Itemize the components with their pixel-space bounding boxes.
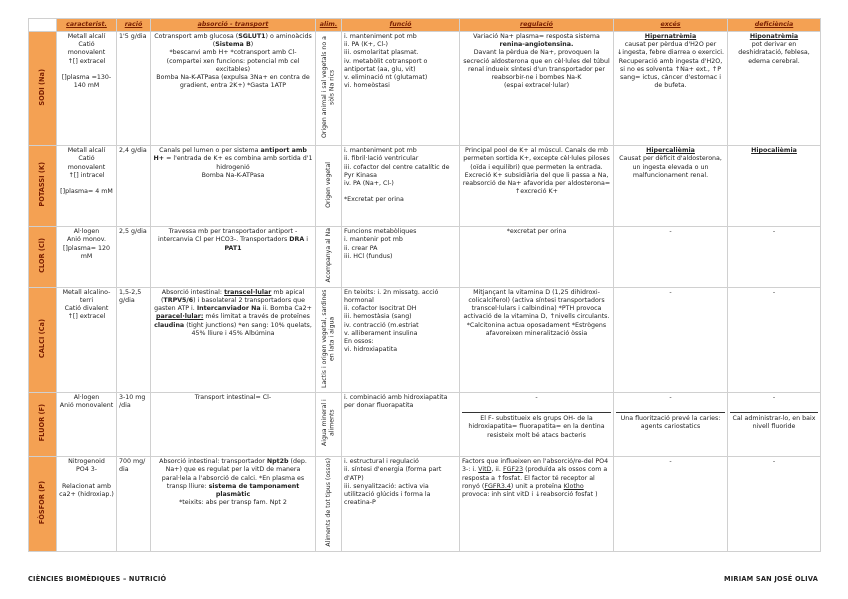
row-sodi	[29, 32, 821, 146]
header-row	[29, 19, 821, 32]
row-potassi	[29, 146, 821, 227]
row-calci	[29, 287, 821, 392]
deficiencia-fluor: - Cal administrar-lo, en baix nivell fluoride	[728, 392, 821, 456]
header-deficiencia: deficiència	[728, 19, 821, 32]
footer-author: MIRIAM SAN JOSÉ OLIVA	[724, 575, 818, 583]
header-caracterist: caracterist.	[57, 19, 117, 32]
regulacio-fosfor: Factors que influeixen en l'absorció/re-del PO4 3-: i. VitD, ii. FGF23 (produïda als ossos com a resposta a ↑fosfat. El factor té receptor al ronyó (FGFR3.4) unit a proteïna Klotho provoca: inh sínt vitD i ↓reabsorció fosfat )	[460, 457, 614, 552]
row-fosfor	[29, 457, 821, 552]
racio-clor: 2,5 g/dia	[117, 227, 151, 288]
aliment-calci: Lactis i origen vegetal, sardines en lata i aigua	[316, 287, 342, 392]
row-label-fluor: FLUOR (F)	[29, 392, 57, 456]
caracterist-fluor: Al·logen Anió monovalent	[57, 392, 117, 456]
absorcio-fosfor: Absorció intestinal: transportador Npt2b (dep. Na+) que es regulat per la vitD de manera paral·lela a l'absorció de calci. *En plasma es transp lliure: sistema de tamponament plasmàtic *teixits: abs per transp fam. Npt 2	[151, 457, 316, 552]
funcio-fluor: i. combinació amb hidroxiapatita per donar fluorapatita	[342, 392, 460, 456]
funcio-clor: Funcions metabòliques i. mantenir pot mb ii. crear PA iii. HCl (fundus)	[342, 227, 460, 288]
row-label-fosfor: FÒSFOR (P)	[29, 457, 57, 552]
deficiencia-fosfor: -	[728, 457, 821, 552]
footer-course: CIÈNCIES BIOMÈDIQUES – NUTRICIÓ	[28, 575, 167, 583]
caracterist-calci: Metall alcalino-terri Catió divalent ↑[] extracel	[57, 287, 117, 392]
header-absorcio: absorció - transport	[151, 19, 316, 32]
deficiencia-sodi: Hiponatrèmia pot derivar en deshidratació, feblesa, edema cerebral.	[728, 32, 821, 146]
exces-potassi: Hipercalièmia Causat per dèficit d'aldosterona, un ingesta elevada o un malfuncionament renal.	[614, 146, 728, 227]
caracterist-fosfor: Nitrogenoid PO4 3- Relacionat amb ca2+ (hidroxiap.)	[57, 457, 117, 552]
exces-clor: -	[614, 227, 728, 288]
aliment-clor: Acompanya al Na	[316, 227, 342, 288]
row-fluor	[29, 392, 821, 456]
caracterist-sodi: Metall alcalí Catió monovalent ↑[] extracel []plasma =130-140 mM	[57, 32, 117, 146]
row-clor	[29, 227, 821, 288]
header-regulacio: regulació	[460, 19, 614, 32]
aliment-sodi: Origen animal i sal vegetals no a sòls Na rics	[316, 32, 342, 146]
caracterist-potassi: Metall alcalí Catió monovalent ↑[] intracel []plasma= 4 mM	[57, 146, 117, 227]
header-corner	[29, 19, 57, 32]
header-funcio: funció	[342, 19, 460, 32]
racio-fluor: 3-10 mg /dia	[117, 392, 151, 456]
row-label-sodi: SODI (Na)	[29, 32, 57, 146]
funcio-sodi: i. manteniment pot mb ii. PA (K+, Cl-) iii. osmolaritat plasmat. iv. metabòlit cotransport o antiportat (aa, glu, vit) v. eliminació nt (glutamat) vi. homeòstasi	[342, 32, 460, 146]
header-racio: ració	[117, 19, 151, 32]
absorcio-calci: Absorció intestinal: transcel·lular mb apical (TRPV5/6) i basolateral 2 transportadors que gasten ATP i. Intercanviador Na ii. Bomba Ca2+ paracel·lular: més limitat a través de proteïnes claudina (tight junctions) *en sang: 10% quelats, 45% lliure i 45% Albúmina	[151, 287, 316, 392]
caracterist-clor: Al·logen Anió monov. []plasma= 120 mM	[57, 227, 117, 288]
deficiencia-calci: -	[728, 287, 821, 392]
row-label-clor: CLOR (Cl)	[29, 227, 57, 288]
exces-fosfor: -	[614, 457, 728, 552]
funcio-calci: En teixits: i. 2n missatg. acció hormonal ii. cofactor Isocitrat DH iii. hemostàsia (sang) iv. contracció (m.estriat v. alliberament insulina En ossos: vi. hidroxiapatita	[342, 287, 460, 392]
regulacio-potassi: Principal pool de K+ al múscul. Canals de mb permeten sortida K+, excepte cèl·lules piloses (oïda i equilibri) que permeten la entrada. Excreció K+ subsidiària del que li passa a Na, reabsorció de Na+ afavorida per aldosterona= ↑excreció K+	[460, 146, 614, 227]
absorcio-clor: Travessa mb per transportador antiport - intercanvia Cl per HCO3-. Transportadors DRA i PAT1	[151, 227, 316, 288]
regulacio-calci: Mitjançant la vitamina D (1,25 dihidroxi-colicalciferol) (activa síntesi transportadors transcel·lulars i calbindina) *PTH provoca activació de la vitamina D, ↑nivells circulants. *Calcitonina actua oposadament *Estrògens afavoreixen mineralització òssia	[460, 287, 614, 392]
regulacio-fluor: - El F- substitueix els grups OH- de la hidroxiapatita= fluorapatita= en la dentina resisteix molt bé atacs bacteris	[460, 392, 614, 456]
regulacio-clor: *excretat per orina	[460, 227, 614, 288]
aliment-fosfor: Aliments de tot tipus (ossos)	[316, 457, 342, 552]
nutrition-table	[28, 18, 821, 552]
exces-fluor: - Una fluorització prevé la caries: agents cariostatics	[614, 392, 728, 456]
racio-sodi: 1'5 g/dia	[117, 32, 151, 146]
aliment-potassi: Origen vegetal	[316, 146, 342, 227]
funcio-fosfor: i. estructural i regulació ii. síntesi d'energia (forma part d'ATP) iii. senyalització: activa via utilització glúcids i forma la creatina-P	[342, 457, 460, 552]
regulacio-sodi: Variació Na+ plasma= resposta sistema renina-angiotensina. Davant la pèrdua de Na+, provoquen la secreció aldosterona que en cèl·lules del túbul renal indueix síntesi d'un transportador per reabsorbir-ne i bombes Na-K (espai extracel·lular)	[460, 32, 614, 146]
row-label-potassi: POTASSI (K)	[29, 146, 57, 227]
racio-fosfor: 700 mg/ dia	[117, 457, 151, 552]
absorcio-potassi: Canals pel lumen o per sistema antiport amb H+ = l'entrada de K+ es combina amb sortida d'1 hidrogenió Bomba Na-K-ATPasa	[151, 146, 316, 227]
racio-potassi: 2,4 g/dia	[117, 146, 151, 227]
deficiencia-potassi: Hipocalièmia	[728, 146, 821, 227]
funcio-potassi: i. manteniment pot mb ii. fibril·lació ventricular iii. cofactor del centre catalític de Pyr Kinasa iv. PA (Na+, Cl-) *Excretat per orina	[342, 146, 460, 227]
racio-calci: 1,5-2,5 g/dia	[117, 287, 151, 392]
row-label-calci: CALCI (Ca)	[29, 287, 57, 392]
header-aliment: alim.	[316, 19, 342, 32]
deficiencia-clor: -	[728, 227, 821, 288]
header-exces: excés	[614, 19, 728, 32]
exces-sodi: Hipernatrèmia causat per pèrdua d'H2O per ↓ingesta, febre diarrea o exercici. Recuperació amb ingesta d'H2O, si no es solventa ↑Na+ ext., ↑P sang= ictus, càncer d'estomac i de bufeta.	[614, 32, 728, 146]
absorcio-fluor: Transport intestinal= Cl-	[151, 392, 316, 456]
exces-calci: -	[614, 287, 728, 392]
absorcio-sodi: Cotransport amb glucosa (SGLUT1) o aminoàcids (Sistema B) *bescanvi amb H+ *cotransport amb Cl- (compartei xen funcions: potencial mb cel excitables) Bomba Na-K-ATPasa (expulsa 3Na+ en contra de gradient, entra 2K+) *Gasta 1ATP	[151, 32, 316, 146]
aliment-fluor: Aigua mineral i aliments	[316, 392, 342, 456]
